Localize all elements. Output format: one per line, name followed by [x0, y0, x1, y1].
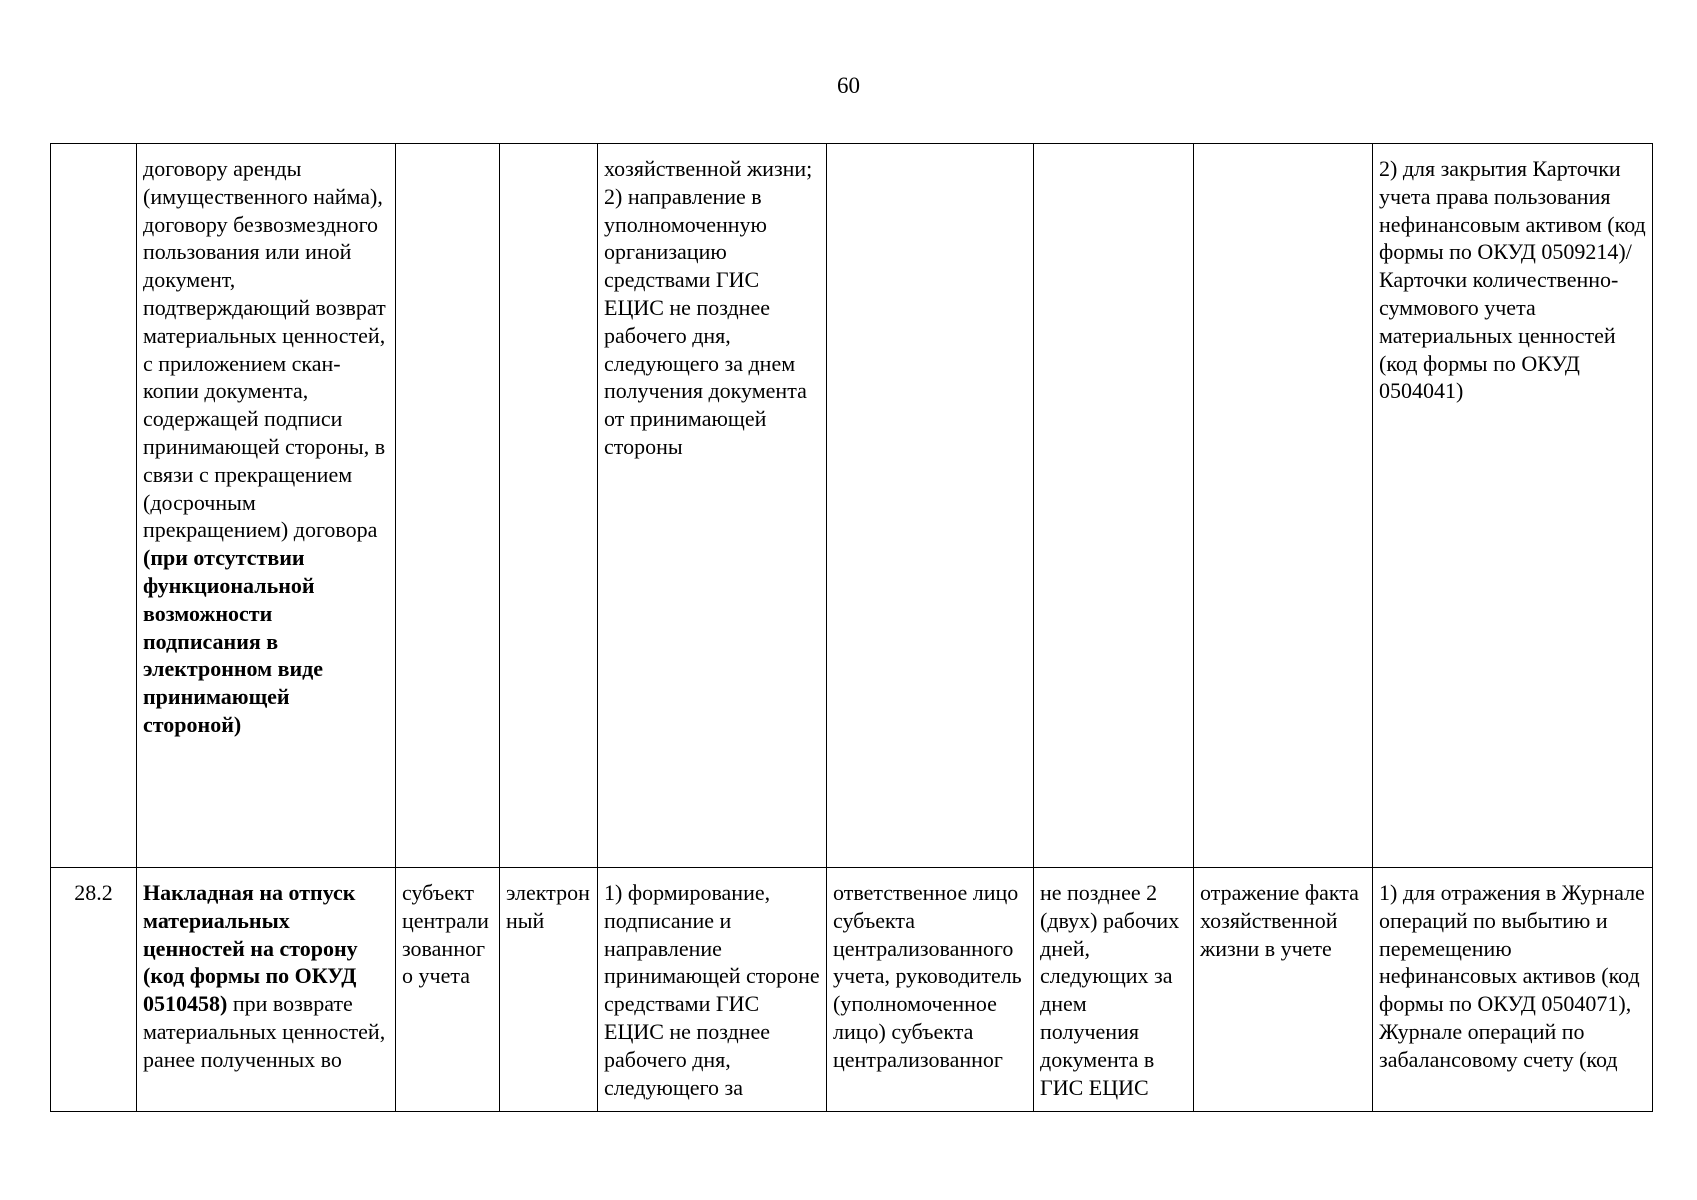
form-cell: электронный	[500, 868, 598, 1112]
composer-cell: субъект централизованного учета	[396, 868, 500, 1112]
purpose-cell	[1194, 144, 1373, 868]
row-number-cell: 28.2	[51, 868, 137, 1112]
actions-cell: 1) формирование, подписание и направление принимающей стороне средствами ГИС ЕЦИС не позднее рабочего дня, следующего за	[598, 868, 827, 1112]
purpose-cell: отражение факта хозяйственной жизни в учете	[1194, 868, 1373, 1112]
actions-cell: хозяйственной жизни; 2) направление в уполномоченную организацию средствами ГИС ЕЦИС не позднее рабочего дня, следующего за днем получения документа от принимающей стороны	[598, 144, 827, 868]
row-number-cell	[51, 144, 137, 868]
registers-cell: 1) для отражения в Журнале операций по выбытию и перемещению нефинансовых активов (код формы по ОКУД 0504071), Журнале операций по забалансовому счету (код	[1373, 868, 1653, 1112]
document-text-tail: при возврате материальных ценностей, ранее полученных во	[143, 991, 386, 1072]
registers-cell: 2) для закрытия Карточки учета права пользования нефинансовым активом (код формы по ОКУД 0509214)/Карточки количественно-суммового учета материальных ценностей (код формы по ОКУД 0504041)	[1373, 144, 1653, 868]
document-bold-text: Накладная на отпуск материальных ценностей на сторону (код формы по ОКУД 0510458)	[143, 880, 358, 1017]
document-table	[50, 143, 1653, 1112]
document-cell	[137, 144, 396, 868]
composer-cell	[396, 144, 500, 868]
responsible-cell: ответственное лицо субъекта централизованного учета, руководитель (уполномоченное лицо) субъекта централизованног	[827, 868, 1034, 1112]
form-cell	[500, 144, 598, 868]
document-text: договору аренды (имущественного найма), договору безвозмездного пользования или иной документ, подтверждающий возврат материальных ценностей, с приложением скан-копии документа, содержащей подписи принимающей стороны, в связи с прекращением (досрочным прекращением) договора	[143, 156, 386, 543]
deadline-cell	[1034, 144, 1194, 868]
table-row	[51, 868, 1653, 1112]
deadline-cell: не позднее 2 (двух) рабочих дней, следующих за днем получения документа в ГИС ЕЦИС	[1034, 868, 1194, 1112]
document-bold-text: (при отсутствии функциональной возможности подписания в электронном виде принимающей стороной)	[143, 545, 324, 737]
document-cell	[137, 868, 396, 1112]
responsible-cell	[827, 144, 1034, 868]
table-row	[51, 144, 1653, 868]
page-number: 60	[837, 73, 860, 98]
